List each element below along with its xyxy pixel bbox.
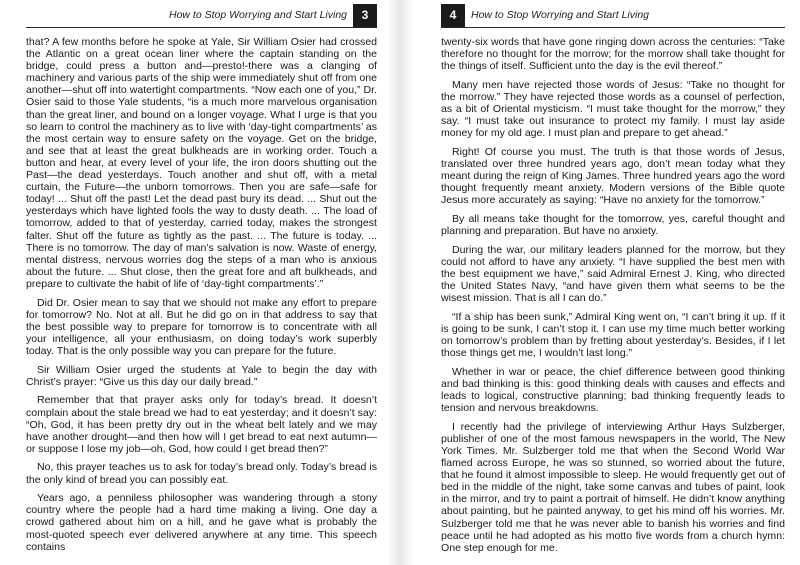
page-number: 3 bbox=[353, 4, 377, 27]
paragraph: “If a ship has been sunk,” Admiral King went on, “I can’t bring it up. If it is going to be sunk, I can’t stop it. I can use my time much better working on tomorrow’s problem than by fretting about yesterday’s. Besides, if I let those things get me, I wouldn’t last long.” bbox=[441, 310, 785, 360]
paragraph: that? A few months before he spoke at Yale, Sir William Osier had crossed the Atlantic on a great ocean liner where the captain standing on the bridge, could press a button and—presto!-there was a clanging of machinery and various parts of the ship were immediately shut off from one another—shut off into watertight compartments. “Now each one of you,” Dr. Osier said to those Yale students, “is a much more marvelous organisation than the great liner, and bound on a longer voyage. What I urge is that you so learn to control the machinery as to live with ‘day-tight compartments’ as the most certain way to ensure safety on the voyage. Get on the bridge, and see that at least the great bulkheads are in working order. Touch a button and hear, at every level of your life, the iron doors shutting out the Past—the dead yesterdays. Touch another and shut off, with a metal curtain, the Future—the unborn tomorrows. Then you are safe—safe for today! ... Shut off the past! Let the dead past bury its dead. ... Shut out the yesterdays which have lighted fools the way to dusty death. ... The load of tomorrow, added to that of yesterday, carried today, makes the strongest falter. Shut off the future as tightly as the past. ... The future is today. ... There is no tomorrow. The day of man’s salvation is now. Waste of energy, mental distress, nervous worries dog the steps of a man who is anxious about the future. ... Shut close, then the great fore and aft bulkheads, and prepare to cultivate the habit of life of ‘day-tight compartments’.” bbox=[26, 36, 377, 290]
page-header bbox=[441, 4, 785, 28]
paragraph: Remember that that prayer asks only for today’s bread. It doesn’t complain about the stale bread we had to eat yesterday; and it doesn’t say: “Oh, God, it has been pretty dry out in the wheat belt lately and we may have another drought—and then how will I get bread to eat next autumn—or suppose I lose my job—oh, God, how could I get bread then?” bbox=[26, 394, 377, 455]
paragraph: Many men have rejected those words of Jesus: “Take no thought for the morrow.” They have rejected those words as a counsel of perfection, as a bit of Oriental mysticism. “I must take thought for the morrow,” they say. “I must take out insurance to protect my family. I must lay aside money for my old age. I must plan and prepare to get ahead.” bbox=[441, 78, 785, 140]
paragraph: twenty-six words that have gone ringing down across the centuries: “Take therefore no thought for the morrow; for the morrow shall take thought for the things of itself. Sufficient unto the day is the evil thereof.” bbox=[441, 36, 785, 73]
paragraph: I recently had the privilege of interviewing Arthur Hays Sulzberger, publisher of one of the most famous newspapers in the world, The New York Times. Mr. Sulzberger told me that when the Second World War flamed across Europe, he was so stunned, so worried about the future, that he found it almost impossible to sleep. He would frequently get out of bed in the middle of the night, take some canvas and tubes of paint, look in the mirror, and try to paint a portrait of himself. He didn’t know anything about painting, but he painted anyway, to get his mind off his worries. Mr. Sulzberger told me that he was never able to banish his worries and find peace until he had adopted as his motto five words from a church hymn: One step enough for me. bbox=[441, 420, 785, 554]
page-header bbox=[26, 4, 377, 28]
paragraph: Years ago, a penniless philosopher was wandering through a stony country where the people had a hard time making a living. One day a crowd gathered about him on a hill, and he gave what is probably the most-quoted speech ever delivered anywhere at any time. This speech contains bbox=[26, 492, 377, 553]
paragraph: By all means take thought for the tomorrow, yes, careful thought and planning and preparation. But have no anxiety. bbox=[441, 213, 785, 238]
book-gutter bbox=[387, 0, 413, 565]
running-title: How to Stop Worrying and Start Living bbox=[169, 9, 347, 21]
page-body bbox=[441, 36, 785, 560]
paragraph: Right! Of course you must. The truth is that those words of Jesus, translated over three hundred years ago, don’t mean today what they meant during the reign of King James. Three hundred years ago the word thought frequently meant anxiety. Modern versions of the Bible quote Jesus more accurately as saying: “Have no anxiety for the tomorrow.” bbox=[441, 145, 785, 207]
right-page bbox=[413, 0, 800, 565]
paragraph: Whether in war or peace, the chief difference between good thinking and bad thinking is this: good thinking deals with causes and effects and leads to logical, constructive planning; bad thinking frequently leads to tension and nervous breakdowns. bbox=[441, 365, 785, 415]
paragraph: No, this prayer teaches us to ask for today’s bread only. Today’s bread is the only kind of bread you can possibly eat. bbox=[26, 461, 377, 486]
paragraph: Sir William Osier urged the students at Yale to begin the day with Christ’s prayer: “Give us this day our daily bread.” bbox=[26, 363, 377, 388]
paragraph: Did Dr. Osier mean to say that we should not make any effort to prepare for tomorrow? No. Not at all. But he did go on in that address to say that the best possible way to prepare for tomorrow is to concentrate with all your intelligence, all your enthusiasm, on doing today’s work superbly today. That is the only possible way you can prepare for the future. bbox=[26, 296, 377, 357]
running-title: How to Stop Worrying and Start Living bbox=[471, 9, 649, 21]
page-number: 4 bbox=[441, 4, 465, 27]
page-body bbox=[26, 36, 377, 559]
paragraph: During the war, our military leaders planned for the morrow, but they could not afford to have any anxiety. “I have supplied the best men with the best equipment we have,” said Admiral Ernest J. King, who directed the United States Navy, “and have given them what seems to be the wisest mission. That is all I can do.” bbox=[441, 243, 785, 305]
left-page bbox=[0, 0, 387, 565]
